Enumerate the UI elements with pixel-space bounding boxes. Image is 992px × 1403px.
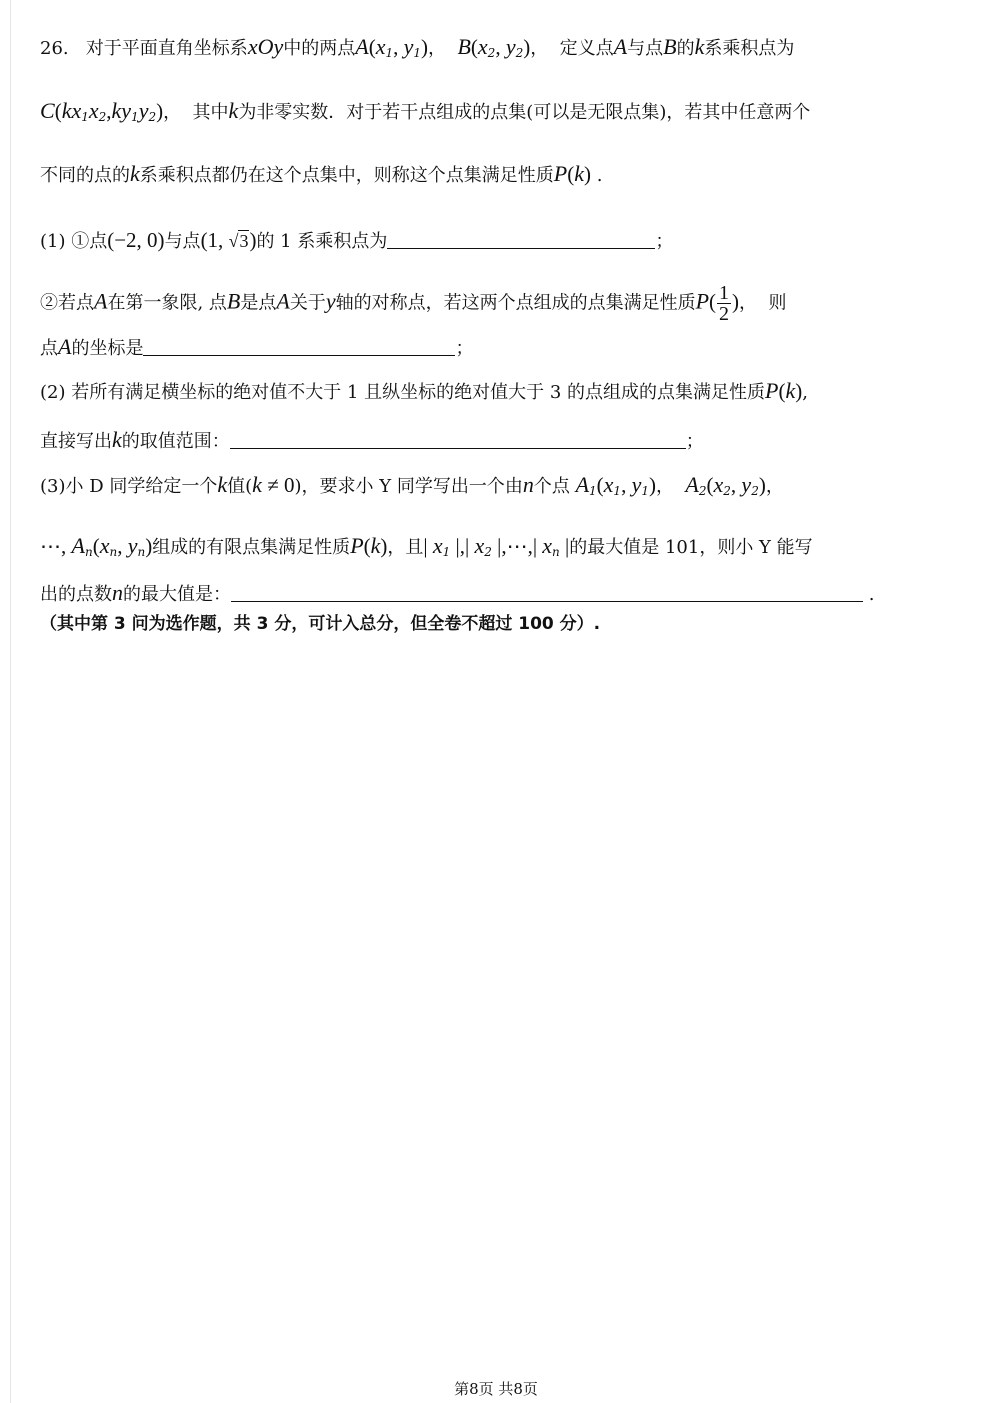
- text: 的取值范围：: [121, 431, 230, 452]
- answer-blank-1[interactable]: [387, 230, 655, 249]
- fraction-one-half: $\frac{1}{2}$: [719, 282, 730, 325]
- part-3-line-2: ⋯, $A_n(x_n$, $y_n$)组成的有限点集满足性质P(k)，且| $x_1$ |,| $x_2$ |,⋯,| $x_n$ |的最大值是 101，则小 Y 能写: [40, 533, 813, 559]
- text: 系乘积点都仍在这个点集中，则称这个点集满足性质: [139, 165, 554, 186]
- question-number: 26.: [40, 38, 69, 59]
- part-1-item-1: (1) ①点(−2, 0)与点(1, √3)的 1 系乘积点为 ；: [40, 228, 674, 252]
- math: A: [355, 34, 369, 59]
- text: 关于: [289, 292, 326, 314]
- text: 与点: [164, 231, 201, 252]
- part-3-line-3: 出的点数n的最大值是： .: [40, 580, 875, 605]
- optional-note: （其中第 3 问为选作题，共 3 分，可计入总分，但全卷不超过 100 分）.: [40, 614, 601, 634]
- text: 与点: [627, 38, 664, 59]
- question-26-line-3: 不同的点的k系乘积点都仍在这个点集中，则称这个点集满足性质P(k) .: [40, 161, 603, 186]
- text: 定义点: [559, 38, 614, 59]
- page-left-border: [10, 0, 11, 1403]
- question-26-line-2: $C(kx_1x_2,ky_1y_2)$， 其中k为非零实数．对于若干点组成的点集(可以是无限点集)，若其中任意两个: [40, 98, 811, 124]
- text: 出的点数: [40, 584, 112, 605]
- page-footer: 第8页 共8页: [454, 1380, 538, 1398]
- part-1-item-2-cont: 点A的坐标是 ；: [40, 334, 474, 359]
- text: 的最大值是 101，则小 Y 能写: [569, 537, 813, 558]
- text: 的: [676, 38, 695, 59]
- answer-blank-4[interactable]: [231, 583, 863, 602]
- text: 轴的对称点，若这两个点组成的点集满足性质: [335, 292, 696, 314]
- text: 的最大值是：: [123, 584, 231, 605]
- question-26-line-1: 26. 对于平面直角坐标系xOy中的两点$A(x_1$, $y_1$)， $B(x_2$, $y_2$)， 定义点A与点B的k系乘积点为: [40, 34, 795, 60]
- part-3-line-1: (3)小 D 同学给定一个k值(k ≠ 0)，要求小 Y 同学写出一个由n个点 $A_1(x_1$, $y_1$)， $A_2(x_2$, $y_2$)，: [40, 472, 784, 498]
- text: 的 1 系乘积点为: [256, 231, 388, 252]
- text: 系乘积点为: [704, 38, 795, 59]
- text: 则: [768, 292, 787, 314]
- math: xOy: [247, 34, 284, 59]
- part-2-line-2: 直接写出k的取值范围： ；: [40, 427, 704, 452]
- text: 不同的点的: [40, 165, 130, 186]
- answer-blank-3[interactable]: [230, 430, 686, 449]
- text: ②若点: [40, 292, 94, 314]
- text: 组成的有限点集满足性质: [152, 537, 351, 558]
- text: (3)小 D 同学给定一个: [40, 476, 218, 497]
- text: 值(: [227, 476, 253, 497]
- text: 点: [40, 338, 58, 359]
- sqrt-3: √3: [228, 231, 249, 251]
- text: ，且: [387, 537, 424, 558]
- text: )，要求小 Y 同学写出一个由: [294, 476, 523, 497]
- part-1-item-2: ②若点A在第一象限, 点B是点A关于y轴的对称点，若这两个点组成的点集满足性质P( $\frac{1}{2}$ )， 则: [40, 282, 787, 325]
- part-2-line-1: (2) 若所有满足横坐标的绝对值不大于 1 且纵坐标的绝对值大于 3 的点组成的点集满足性质P(k),: [40, 378, 808, 403]
- answer-blank-2[interactable]: [143, 337, 455, 356]
- text: (2) 若所有满足横坐标的绝对值不大于 1 且纵坐标的绝对值大于 3 的点组成的点集满足性质: [40, 382, 766, 403]
- text: 中的两点: [283, 38, 356, 59]
- text: 在第一象限, 点: [107, 292, 227, 314]
- text: 个点: [533, 476, 570, 497]
- text: 为非零实数．对于若干点组成的点集(可以是无限点集)，若其中任意两个: [238, 102, 811, 123]
- text: 直接写出: [40, 431, 112, 452]
- text: (1) ①点: [40, 231, 108, 252]
- text: 是点: [240, 292, 277, 314]
- text: 其中: [192, 102, 229, 123]
- text: 对于平面直角坐标系: [85, 38, 248, 59]
- text: 的坐标是: [71, 338, 144, 359]
